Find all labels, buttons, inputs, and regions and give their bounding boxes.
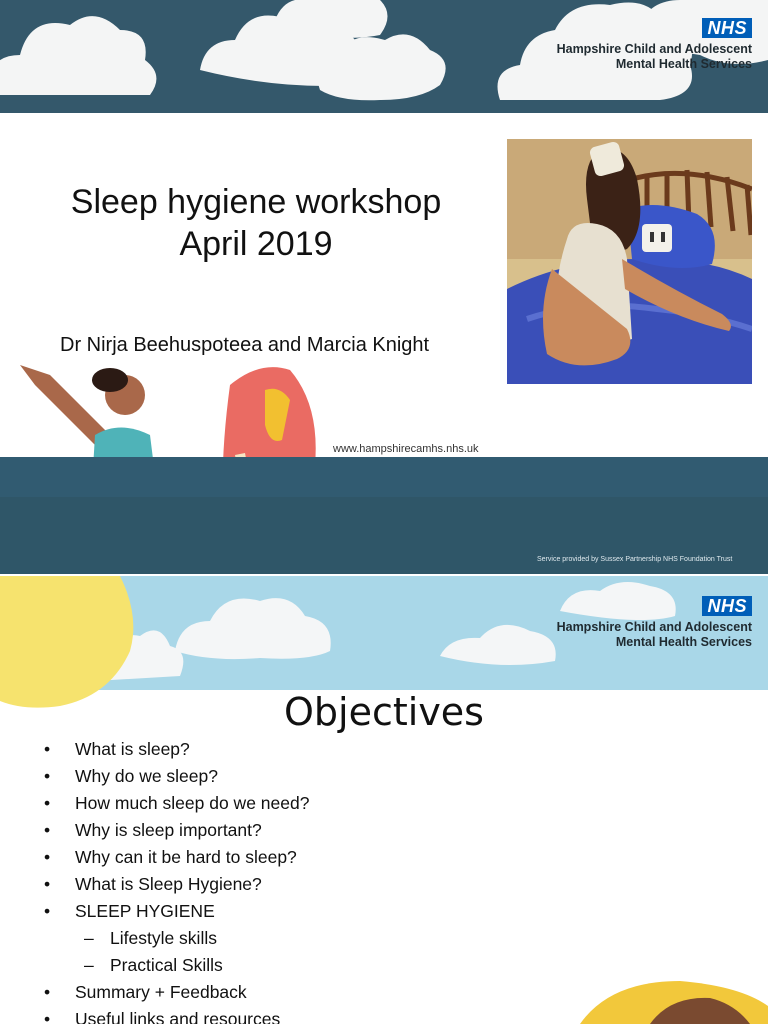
bottom-banner: [0, 457, 768, 574]
objective-text: What is Sleep Hygiene?: [75, 874, 262, 894]
objective-text: Practical Skills: [110, 955, 223, 975]
nhs-logo-2: NHS: [702, 596, 752, 616]
objective-text: Why is sleep important?: [75, 820, 262, 840]
objective-text: Useful links and resources: [75, 1009, 281, 1024]
bullet-marker: •: [44, 874, 51, 894]
objective-text: Why do we sleep?: [75, 766, 218, 786]
sub-bullet-marker: –: [84, 928, 94, 948]
objectives-slide: [0, 576, 768, 1024]
slide-title: [20, 181, 492, 265]
website-url[interactable]: www.hampshirecamhs.nhs.uk: [333, 443, 479, 455]
bed-painting: [507, 139, 752, 384]
org-name-line2: Mental Health Services: [615, 57, 752, 71]
nhs-branding: [557, 18, 752, 72]
title-line-1: Sleep hygiene workshop: [70, 183, 442, 221]
objective-text: Summary + Feedback: [75, 982, 247, 1002]
org-name-line2-2: Mental Health Services: [615, 635, 752, 649]
bullet-marker: •: [44, 982, 51, 1002]
bullet-marker: •: [44, 901, 51, 921]
nhs-branding-2: [557, 596, 752, 650]
title-line-2: April 2019: [179, 225, 333, 263]
bullet-marker: •: [44, 766, 51, 786]
objective-text: How much sleep do we need?: [75, 793, 310, 813]
objective-text: Lifestyle skills: [110, 928, 217, 948]
objective-text: SLEEP HYGIENE: [75, 901, 215, 921]
bullet-marker: •: [44, 739, 51, 759]
bullet-marker: •: [44, 847, 51, 867]
bullet-marker: •: [44, 793, 51, 813]
nhs-logo: NHS: [702, 18, 752, 38]
org-name-line1-2: Hampshire Child and Adolescent: [556, 620, 752, 634]
org-name-line1: Hampshire Child and Adolescent: [556, 42, 752, 56]
bullet-marker: •: [44, 1009, 51, 1024]
objectives-title: Objectives: [284, 690, 484, 734]
beach-umbrella-illustration: [560, 976, 768, 1024]
bullet-marker: •: [44, 820, 51, 840]
objective-text: Why can it be hard to sleep?: [75, 847, 297, 867]
service-provider-note: Service provided by Sussex Partnership NHS Foundation Trust: [537, 556, 733, 563]
sub-bullet-marker: –: [84, 955, 94, 975]
authors-text: Dr Nirja Beehuspoteea and Marcia Knight: [60, 334, 430, 356]
objective-text: What is sleep?: [75, 739, 190, 759]
top-cloud-banner: [0, 0, 768, 113]
